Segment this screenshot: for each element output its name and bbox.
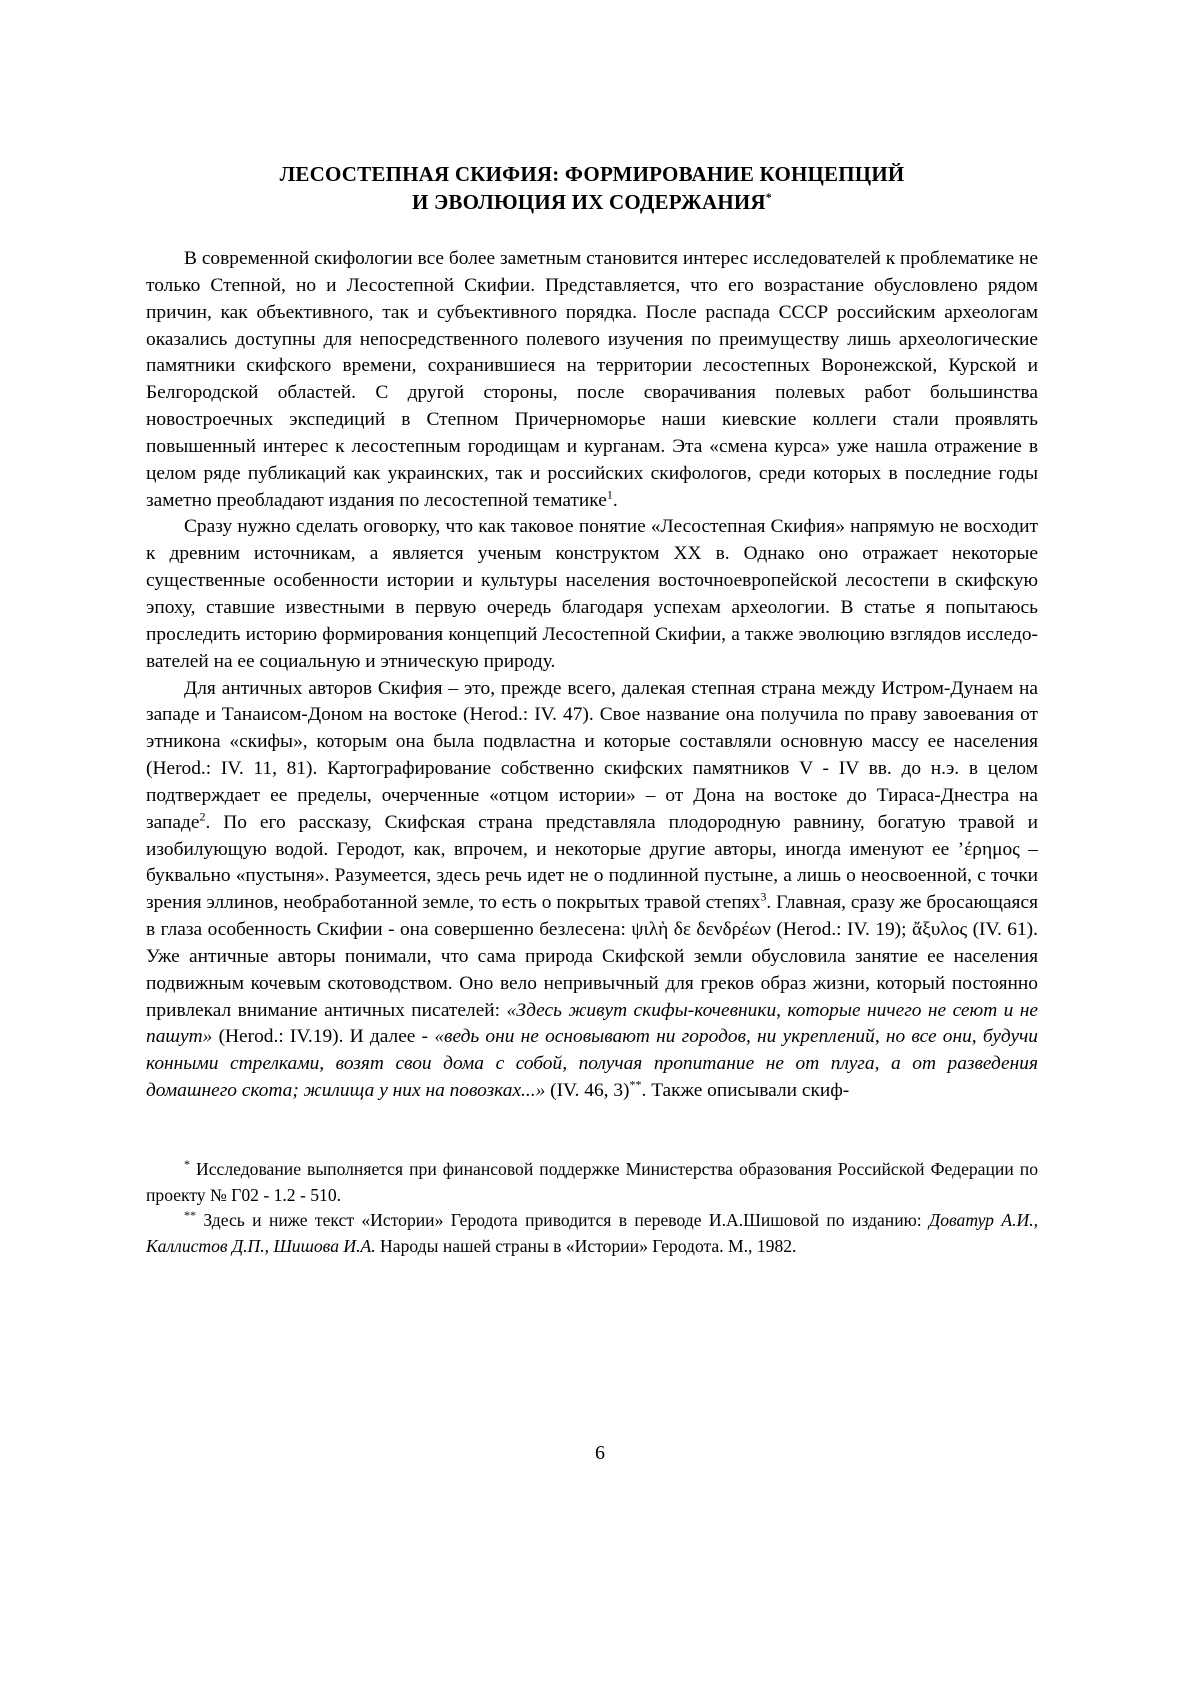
footnote-2-mark: ** — [184, 1208, 196, 1223]
article-body — [146, 246, 1038, 1105]
paragraph-3-part-d: (Herod.: IV.19). И далее - — [212, 1026, 435, 1048]
footnote-2 — [146, 1208, 1038, 1259]
footnote-2-text-a: Здесь и ниже текст «Истории» Геродота приводится в переводе И.А.Шишовой по изданию: — [196, 1210, 930, 1230]
paragraph-1 — [146, 246, 1038, 514]
footnote-2-text-b: Народы нашей страны в «Истории» Геродота. М., 1982. — [375, 1235, 797, 1256]
footnote-ref-2: 2 — [199, 809, 206, 824]
paragraph-3-part-b: . По его рассказу, Скифская страна представляла плодородную равнину, богатую травой и изобилующую водой. Геродот, как, впрочем, и некоторые другие авторы, иногда именуют ее ’έρημος – буквально «пустыня». Разумеется, здесь речь идет не о подлинной пустыне, а лишь о неосвоенной, с точки зрения эллинов, необработанной земле, то есть о покрытых травой степях — [146, 811, 1038, 914]
paragraph-3-part-a: Для античных авторов Скифия – это, прежде всего, далекая степная страна между Истром-Дунаем на западе и Танаисом-Доном на востоке (Herod.: IV. 47). Свое название она получила по праву завоевания от этникона «скифы», которым она была подвластна и которые составляли основную массу ее населения (Herod.: IV. 11, 81). Картографирование собственно скифских памятников V - IV вв. до н.э. в целом подтверждает ее пределы, очерченные «отцом истории» – от Дона на востоке до Тираса-Днестра на западе — [146, 677, 1038, 833]
paragraph-3-part-e: (IV. 46, 3) — [545, 1080, 630, 1102]
title-line-1: ЛЕСОСТЕПНАЯ СКИФИЯ: ФОРМИРОВАНИЕ КОНЦЕПЦИЙ — [279, 162, 905, 186]
herodotus-quote-1: «Здесь живут скифы-кочевники, которые ничего не сеют и не пашут» — [146, 999, 1039, 1048]
footnote-1 — [146, 1157, 1038, 1208]
paragraph-3-part-f: . Также описывали скиф- — [641, 1080, 850, 1102]
footnote-1-text: Исследование выполняется при финансовой поддержке Министерства образования Российской Федерации по проекту № Г02 - 1.2 - 510. — [146, 1159, 1038, 1205]
article-title — [146, 160, 1038, 216]
title-line-2 — [146, 188, 1038, 216]
paragraph-3-part-c: . Главная, сразу же бросающаяся в глаза особенность Скифии - она совершенно безлесена: ψιλὴ δε δενδρέων (Herod.: IV. 19); ἄξυλος (IV. 61). Уже античные авторы понимали, что сама природа Скифской земли обусловила занятие ее населения подвижным кочевым скотоводством. Оно вело непривычный для греков образ жизни, который постоянно привлекал внимание античных писателей: — [146, 892, 1038, 1021]
footnote-1-mark: * — [184, 1157, 190, 1172]
paragraph-2: Сразу нужно сделать оговорку, что как таковое понятие «Лесостепная Скифия» напрямую не восходит к древним источникам, а является ученым конструктом XX в. Однако оно отражает некоторые существенные особенности истории и культуры населения восточноевропейской лесостепи в скифскую эпоху, ставшие известными в первую очередь благодаря успехам археологии. В статье я попытаюсь проследить историю формирования концепций Лесостепной Скифии, а также эволюцию взглядов исследователей на ее социальную и этническую природу. — [146, 516, 1038, 672]
herodotus-quote-2: «ведь они не основывают ни городов, ни укреплений, но все они, будучи конными стрелками, возят свои дома с собой, получая пропитание не от плуга, а от разведения домашнего скота; жилища у них на повозках...» — [146, 1026, 1038, 1102]
title-line-2-text: И ЭВОЛЮЦИЯ ИХ СОДЕРЖАНИЯ — [411, 190, 766, 214]
page-content — [146, 160, 1038, 1259]
footnote-ref-3: 3 — [760, 889, 767, 904]
paragraph-1-text: В современной скифологии все более заметным становится интерес исследователей к проблематике не только Степной, но и Лесостепной Скифии. Представляется, что его возрастание обусловлено рядом причин, как объективного, так и субъективного порядка. После распада СССР российским археологам оказались доступны для непосредственного полевого изучения по преимуществу лишь археологические памятники скифского времени, сохранившиеся на территории лесостепных Воронежской, Курской и Белгородской областей. С другой стороны, после сворачивания полевых работ большинства новостроечных экспедиций в Степном Причерноморье наши киевские коллеги стали проявлять повышенный интерес к лесостепным городищам и курганам. Эта «смена курса» уже нашла отражение в целом ряде публикаций как украинских, так и российских скифологов, среди которых в последние годы заметно преобладают издания по лесостепной тематике — [146, 248, 1038, 511]
footnote-ref-1: 1 — [606, 487, 613, 502]
paragraph-3 — [146, 676, 1038, 1106]
page-number: 6 — [595, 1442, 605, 1464]
paragraph-1-end: . — [612, 489, 618, 511]
title-footnote-mark: * — [765, 190, 772, 204]
footnote-gap — [146, 1105, 1038, 1157]
footnotes — [146, 1157, 1038, 1259]
footnote-ref-4: ** — [629, 1077, 642, 1092]
footnote-2-authors: Доватур А.И., Каллистов Д.П., Шишова И.А. — [146, 1210, 1039, 1256]
